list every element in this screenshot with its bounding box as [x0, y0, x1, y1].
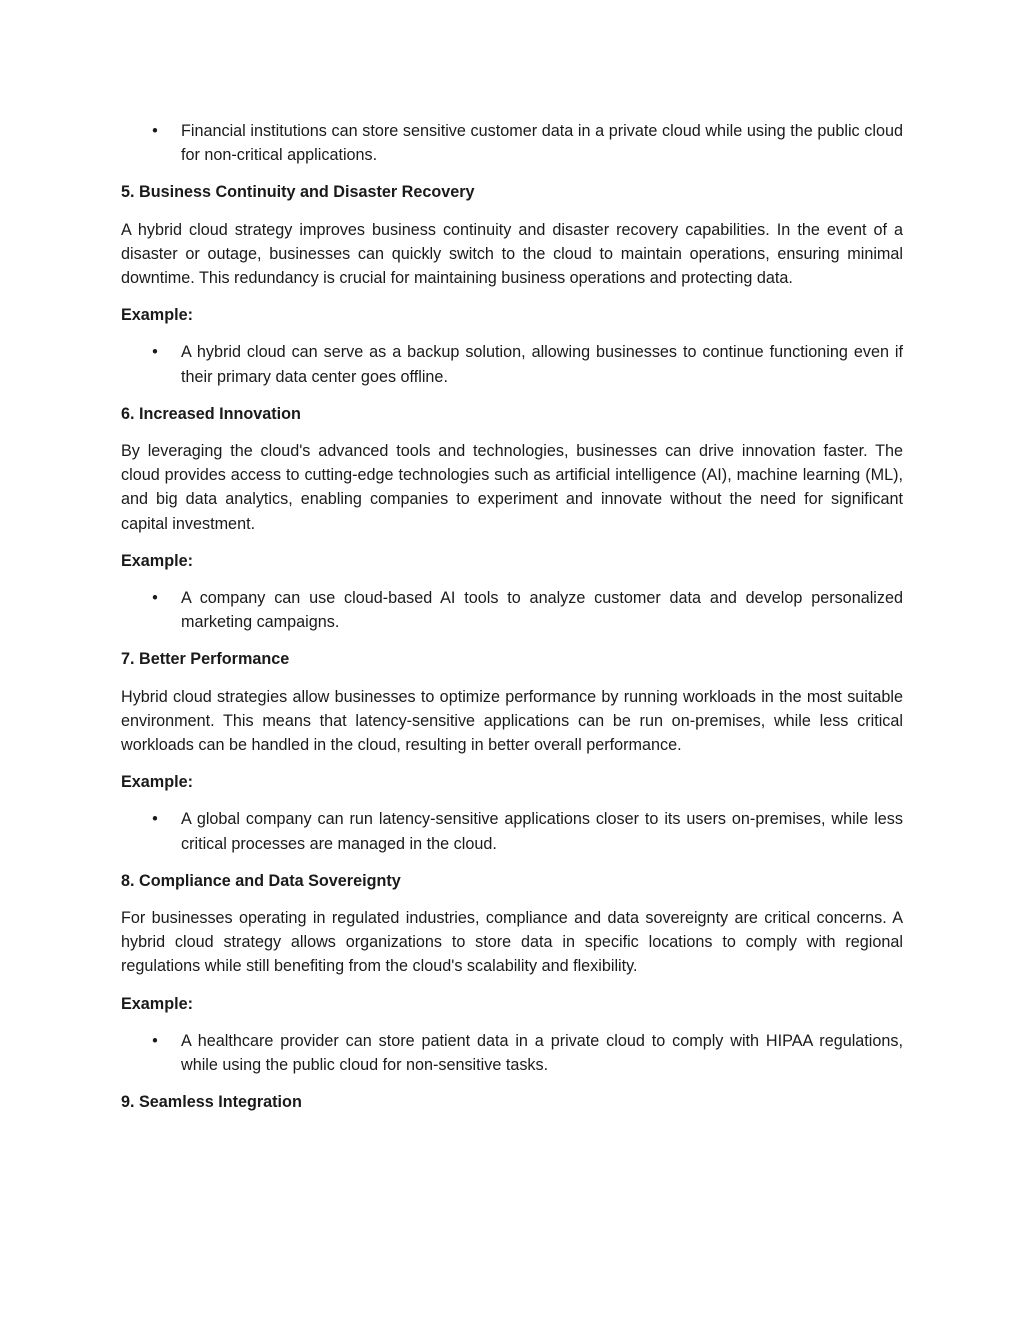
section-heading: 9. Seamless Integration	[121, 1093, 302, 1112]
list-item	[121, 340, 903, 388]
section-body: By leveraging the cloud's advanced tools and technologies, businesses can drive innovation faster. The cloud provides access to cutting-edge technologies such as artificial intelligence (AI), machine learning (ML), and big data analytics, enabling companies to experiment and innovate without the need for significant capital investment.	[121, 442, 903, 533]
section-body: For businesses operating in regulated industries, compliance and data sovereignty are critical concerns. A hybrid cloud strategy allows organizations to store data in specific locations to comply with regional regulations while still benefiting from the cloud's scalability and flexibility.	[121, 909, 903, 976]
example-label: Example:	[121, 551, 193, 570]
list-item	[121, 807, 903, 855]
list-item-text: Financial institutions can store sensitive customer data in a private cloud while using the public cloud for non-critical applications.	[181, 122, 903, 165]
bullet-icon: •	[152, 1031, 158, 1050]
bullet-icon: •	[152, 122, 158, 140]
section-heading: 6. Increased Innovation	[121, 404, 301, 423]
section-body: Hybrid cloud strategies allow businesses to optimize performance by running workloads in the most suitable environment. This means that latency-sensitive applications can be run on-premises, while less critical workloads can be handled in the cloud, resulting in better overall performance.	[121, 687, 903, 755]
section-heading: 5. Business Continuity and Disaster Recovery	[121, 183, 475, 202]
example-label: Example:	[121, 306, 193, 325]
list-item-text: A global company can run latency-sensitive applications closer to its users on-premises, while less critical processes are managed in the cloud.	[181, 810, 903, 853]
document-page	[121, 119, 903, 1128]
section-heading: 8. Compliance and Data Sovereignty	[121, 871, 401, 890]
example-label: Example:	[121, 773, 193, 792]
list-item-text: A company can use cloud-based AI tools to analyze customer data and develop personalized marketing campaigns.	[181, 589, 903, 632]
bullet-icon: •	[152, 589, 158, 608]
list-item	[121, 1029, 903, 1077]
bullet-icon: •	[152, 810, 158, 829]
bullet-icon: •	[152, 343, 158, 362]
section-body: A hybrid cloud strategy improves business continuity and disaster recovery capabilities. In the event of a disaster or outage, businesses can quickly switch to the cloud to maintain operations, ensuring minimal downtime. This redundancy is crucial for maintaining business operations and protecting data.	[121, 220, 903, 288]
list-item	[121, 119, 903, 167]
list-item	[121, 586, 903, 634]
list-item-text: A healthcare provider can store patient data in a private cloud to comply with HIPAA regulations, while using the public cloud for non-sensitive tasks.	[181, 1031, 903, 1075]
section-heading: 7. Better Performance	[121, 650, 290, 669]
example-label: Example:	[121, 994, 193, 1013]
list-item-text: A hybrid cloud can serve as a backup solution, allowing businesses to continue functioning even if their primary data center goes offline.	[181, 343, 903, 386]
